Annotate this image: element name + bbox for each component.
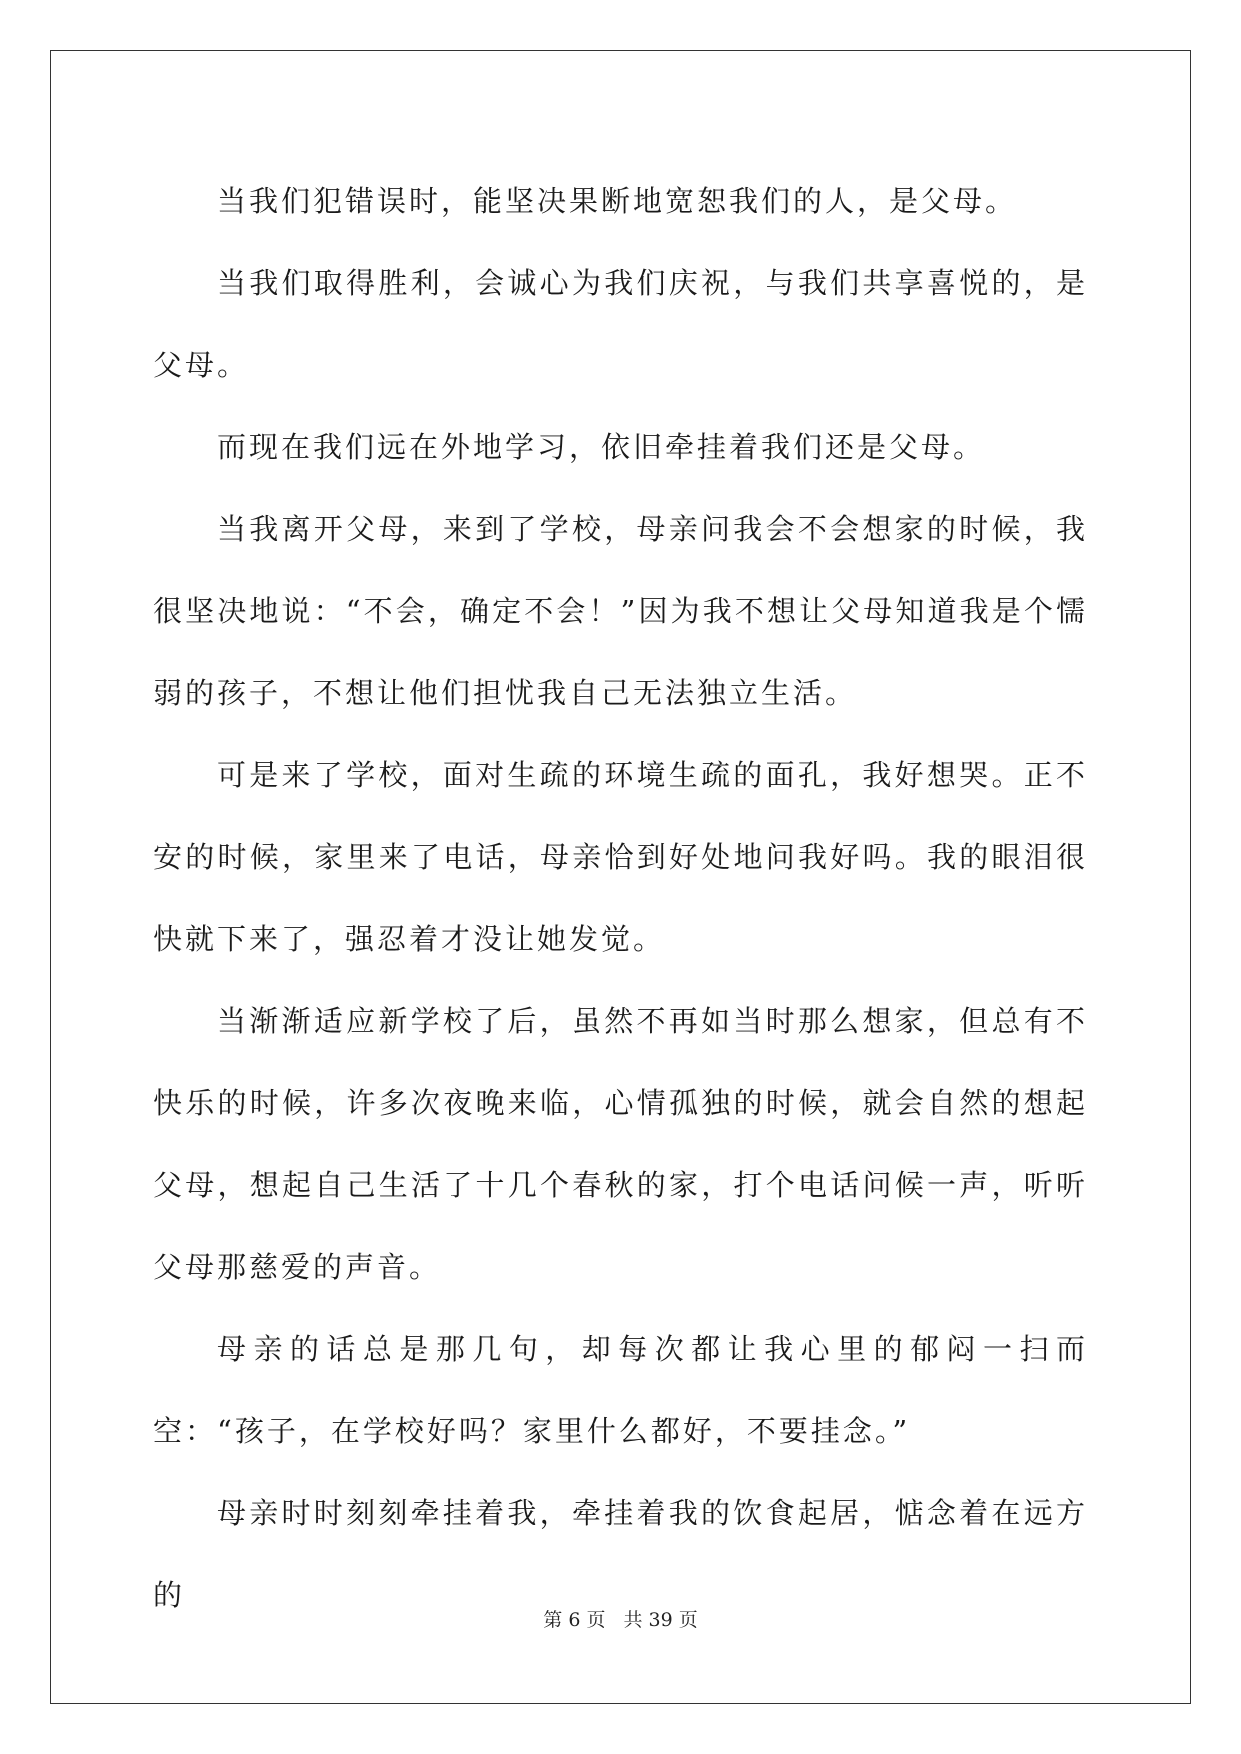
total-page-count: 共 39 页 [623, 1609, 698, 1631]
paragraph: 母亲的话总是那几句，却每次都让我心里的郁闷一扫而空：“孩子，在学校好吗？家里什么都好，不要挂念。” [153, 1332, 1088, 1448]
paragraph: 当我们取得胜利，会诚心为我们庆祝，与我们共享喜悦的，是父母。 [153, 266, 1088, 382]
paragraph: 当渐渐适应新学校了后，虽然不再如当时那么想家，但总有不快乐的时候，许多次夜晚来临，心情孤独的时候，就会自然的想起父母，想起自己生活了十几个春秋的家，打个电话问候一声，听听父母那慈爱的声音。 [153, 1004, 1088, 1284]
paragraph: 当我们犯错误时，能坚决果断地宽恕我们的人，是父母。 [217, 184, 1018, 218]
paragraph: 当我离开父母，来到了学校，母亲问我会不会想家的时候，我很坚决地说：“不会，确定不会！”因为我不想让父母知道我是个懦弱的孩子，不想让他们担忧我自己无法独立生活。 [153, 512, 1088, 710]
paragraph: 而现在我们远在外地学习，依旧牵挂着我们还是父母。 [217, 430, 986, 464]
paragraph: 可是来了学校，面对生疏的环境生疏的面孔，我好想哭。正不安的时候，家里来了电话，母亲恰到好处地问我好吗。我的眼泪很快就下来了，强忍着才没让她发觉。 [153, 758, 1088, 956]
current-page-number: 第 6 页 [543, 1609, 606, 1631]
document-body [153, 160, 1088, 1636]
paragraph: 母亲时时刻刻牵挂着我，牵挂着我的饮食起居，惦念着在远方的 [153, 1496, 1088, 1612]
page-footer [0, 1605, 1241, 1632]
